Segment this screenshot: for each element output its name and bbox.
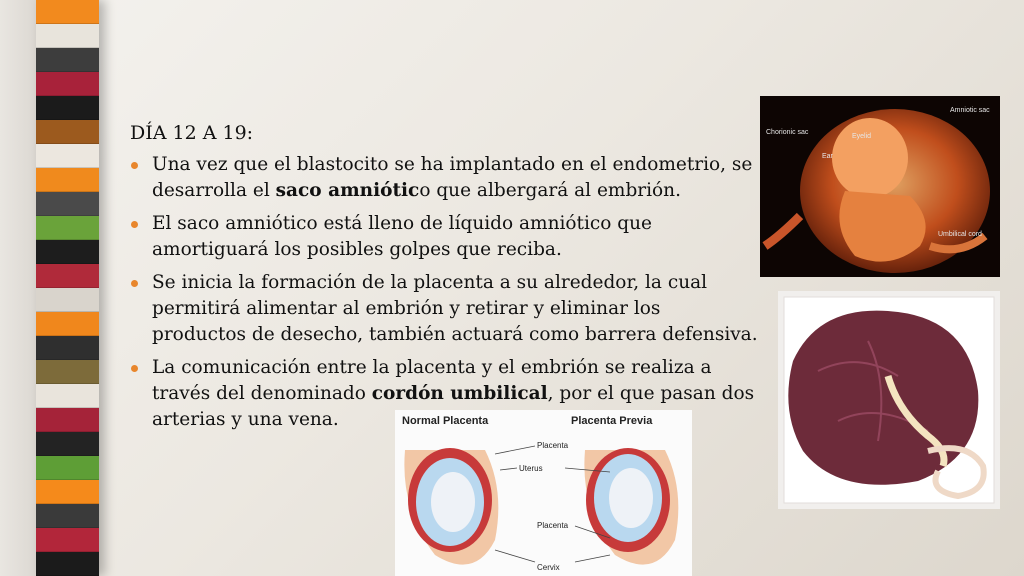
diagram-title-normal: Normal Placenta <box>402 415 489 427</box>
stripe-segment <box>36 216 99 240</box>
stripe-segment <box>36 72 99 96</box>
stripe-segment <box>36 336 99 360</box>
diagram-title-previa: Placenta Previa <box>571 415 653 427</box>
stripe-segment <box>36 288 99 312</box>
bullet-bold-text: saco amniótic <box>275 180 420 201</box>
label-ear: Ear <box>822 153 833 160</box>
bullet-text: Se inicia la formación de la placenta a su alrededor, la cual permitirá alimentar al embrión y retirar y eliminar los productos de desecho, también actuará como barrera defensiva. <box>152 272 758 345</box>
bullet-text: El saco amniótico está lleno de líquido amniótico que amortiguará los posibles golpes que reciba. <box>152 213 652 260</box>
label-amniotic-sac: Amniotic sac <box>950 107 990 114</box>
diagram-label-placenta-top: Placenta <box>537 441 569 450</box>
bullet-text: , por el que pasan dos arterias y una vena. <box>152 383 755 430</box>
label-chorionic-sac: Chorionic sac <box>766 129 809 136</box>
placenta-diagram <box>395 410 692 576</box>
diagram-label-uterus: Uterus <box>519 464 543 473</box>
stripe-segment <box>36 168 99 192</box>
stripe-segment <box>36 24 99 48</box>
stripe-segment <box>36 192 99 216</box>
bullet-text: o que albergará al embrión. <box>419 180 681 201</box>
stripe-segment <box>36 528 99 552</box>
stripe-segment <box>36 384 99 408</box>
slide-heading: DÍA 12 A 19: <box>130 122 254 144</box>
diagram-label-placenta-bottom: Placenta <box>537 521 569 530</box>
stripe-segment <box>36 480 99 504</box>
stripe-segment <box>36 144 99 168</box>
stripe-segment <box>36 264 99 288</box>
bullet-item-placenta <box>130 270 760 348</box>
fetus-in-amniotic-sac-photo <box>760 96 1000 277</box>
stripe-segment <box>36 552 99 576</box>
bullet-item-amniotic-sac <box>130 152 760 204</box>
label-eyelid: Eyelid <box>852 133 872 140</box>
stripe-segment <box>36 504 99 528</box>
bullet-text: La comunicación entre la placenta y el embrión se realiza a través del denominado <box>152 357 712 404</box>
stripe-segment <box>36 48 99 72</box>
stripe-segment <box>36 0 99 24</box>
bullet-list <box>130 152 760 433</box>
bullet-item-amniotic-fluid <box>130 211 760 263</box>
stripe-segment <box>36 360 99 384</box>
stripe-segment <box>36 312 99 336</box>
bullet-bold-text: cordón umbilical <box>371 383 548 404</box>
stripe-segment <box>36 96 99 120</box>
stripe-segment <box>36 456 99 480</box>
diagram-label-cervix: Cervix <box>537 563 560 572</box>
slide-text-body <box>130 122 760 440</box>
stripe-segment <box>36 120 99 144</box>
left-margin <box>0 0 36 576</box>
placenta-photo <box>778 291 1000 509</box>
stripe-segment <box>36 432 99 456</box>
label-umbilical-cord: Umbilical cord <box>938 231 982 238</box>
stripe-segment <box>36 240 99 264</box>
decorative-stripe-bar <box>36 0 99 576</box>
stripe-segment <box>36 408 99 432</box>
bullet-text: Una vez que el blastocito se ha implantado en el endometrio, se desarrolla el <box>152 154 753 201</box>
